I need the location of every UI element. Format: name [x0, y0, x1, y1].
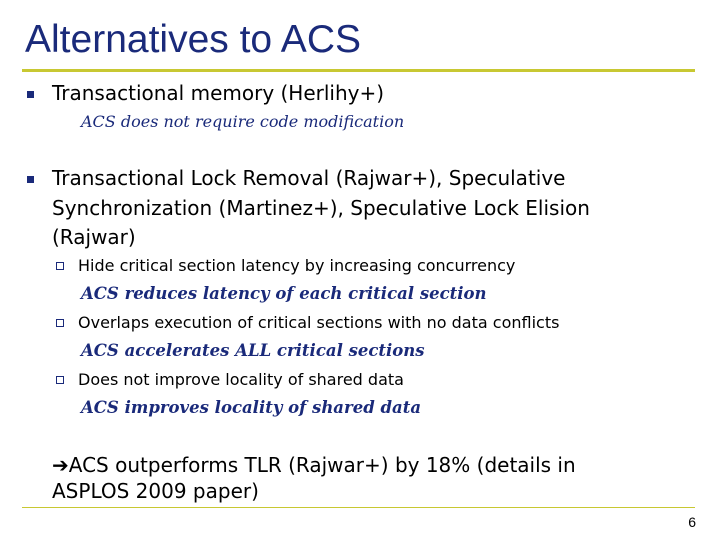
bullet-note: ACS does not require code modification	[81, 112, 405, 131]
conclusion-line-1	[52, 452, 576, 478]
footer-divider	[22, 507, 695, 508]
sub-item-text: Overlaps execution of critical sections with no data conflicts	[78, 313, 560, 332]
sub-item-text: Does not improve locality of shared data	[78, 370, 404, 389]
sub-bullet-marker	[56, 262, 64, 270]
bullet-text: Transactional memory (Herlihy+)	[52, 81, 385, 105]
bullet-text-line: Synchronization (Martinez+), Speculative Lock Elision	[52, 196, 590, 220]
sub-item-text: Hide critical section latency by increasing concurrency	[78, 256, 516, 275]
conclusion-line-2: ASPLOS 2009 paper)	[52, 479, 259, 503]
right-arrow-icon: ➔	[52, 453, 69, 477]
title-divider	[22, 69, 695, 72]
page-number: 6	[688, 514, 696, 530]
page-title: Alternatives to ACS	[25, 18, 361, 61]
sub-item-note: ACS accelerates ALL critical sections	[81, 341, 425, 360]
bullet-marker	[27, 91, 34, 98]
bullet-text-line: (Rajwar)	[52, 225, 136, 249]
sub-bullet-marker	[56, 376, 64, 384]
sub-bullet-marker	[56, 319, 64, 327]
bullet-marker	[27, 176, 34, 183]
conclusion	[52, 452, 576, 504]
bullet-text-line: Transactional Lock Removal (Rajwar+), Speculative	[52, 166, 566, 190]
sub-item-note: ACS improves locality of shared data	[81, 398, 422, 417]
sub-item-note: ACS reduces latency of each critical section	[81, 284, 487, 303]
conclusion-text: ACS outperforms TLR (Rajwar+) by 18% (details in	[68, 453, 576, 477]
